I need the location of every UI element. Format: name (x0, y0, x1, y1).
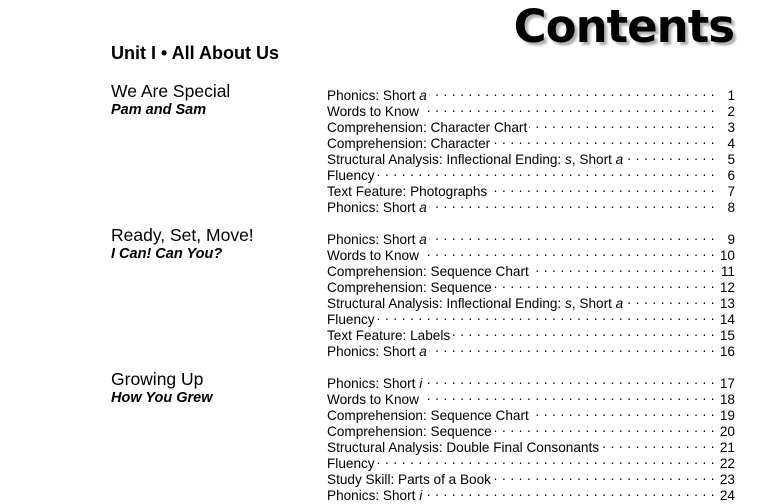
entry-label-text: Words to Know (327, 392, 419, 407)
book-title: How You Grew (111, 390, 213, 406)
toc-entry[interactable] (327, 452, 735, 471)
page-number: 8 (727, 200, 735, 215)
entry-label (327, 248, 419, 264)
dot-leader (494, 420, 715, 436)
entry-label-text: Phonics: Short (327, 200, 420, 215)
book-title: I Can! Can You? (111, 246, 223, 262)
page-number: 10 (719, 248, 735, 263)
page-number: 7 (727, 184, 735, 199)
dot-leader (492, 132, 715, 148)
dot-leader (493, 468, 715, 484)
entry-label (327, 488, 422, 504)
toc-entry[interactable] (327, 324, 735, 343)
dot-leader (429, 84, 715, 100)
page-number: 23 (719, 472, 735, 487)
dot-leader (429, 196, 715, 212)
entry-label-text: Comprehension: Sequence Chart (327, 264, 529, 279)
entry-label-italic: a (419, 232, 427, 247)
entry-label (327, 104, 419, 120)
entry-label-text: Phonics: Short (327, 232, 420, 247)
dot-leader (421, 100, 715, 116)
entry-label-text: Comprehension: Character (327, 136, 491, 151)
toc-entry[interactable] (327, 228, 735, 247)
entry-label-text: Text Feature: Photographs (327, 184, 488, 199)
entry-label-tail: , Short (571, 296, 616, 311)
entry-label (327, 376, 422, 392)
page-number: 22 (719, 456, 735, 471)
toc-entry[interactable] (327, 180, 735, 199)
entry-label-text: Structural Analysis: Inflectional Ending: (327, 296, 566, 311)
page-number: 11 (720, 264, 735, 279)
entry-label (327, 312, 375, 328)
entry-label-italic: a (419, 200, 427, 215)
entry-label-text: Comprehension: Sequence (327, 280, 492, 295)
entry-label (327, 168, 375, 184)
page-number: 13 (719, 296, 735, 311)
entry-label-italic: i (419, 376, 423, 391)
entry-label-text: Fluency (327, 312, 375, 327)
entry-list (327, 84, 735, 215)
entry-label-italic: a (419, 344, 427, 359)
dot-leader (452, 324, 715, 340)
entry-label-text: Words to Know (327, 248, 419, 263)
entry-label (327, 456, 375, 472)
entry-label-italic: a (419, 88, 427, 103)
toc-entry[interactable] (327, 84, 735, 103)
entry-label-italic: s (565, 152, 572, 167)
page-number: 20 (719, 424, 735, 439)
page-number: 19 (719, 408, 735, 423)
dot-leader (531, 260, 715, 276)
entry-label (327, 88, 427, 104)
entry-label-text: Words to Know (327, 104, 419, 119)
entry-list (327, 228, 735, 359)
dot-leader (424, 484, 715, 500)
entry-list (327, 372, 735, 503)
entry-label-text: Structural Analysis: Inflectional Ending: (327, 152, 566, 167)
page-number: 14 (719, 312, 735, 327)
toc-entry[interactable] (327, 468, 735, 487)
story-title: We Are Special (111, 81, 231, 101)
toc-entry[interactable] (327, 164, 735, 183)
page-number: 5 (727, 152, 735, 167)
entry-label-tail: , Short (571, 152, 616, 167)
page-number: 12 (719, 280, 735, 295)
entry-label-text: Text Feature: Labels (327, 328, 451, 343)
dot-leader (625, 148, 715, 164)
dot-leader (489, 180, 715, 196)
dot-leader (531, 404, 715, 420)
entry-label (327, 392, 419, 408)
page-number: 15 (719, 328, 735, 343)
dot-leader (421, 388, 715, 404)
story-title: Ready, Set, Move! (111, 225, 254, 245)
entry-label-text: Phonics: Short (327, 488, 420, 503)
toc-entry[interactable] (327, 372, 735, 391)
entry-label-text: Phonics: Short (327, 376, 420, 391)
entry-label-text: Comprehension: Sequence Chart (327, 408, 529, 423)
entry-label-text: Fluency (327, 456, 375, 471)
dot-leader (429, 340, 715, 356)
story-title: Growing Up (111, 369, 204, 389)
entry-label-text: Comprehension: Sequence (327, 424, 492, 439)
page-number: 21 (719, 440, 735, 455)
entry-label (327, 200, 427, 216)
page-number: 9 (727, 232, 735, 247)
entry-label-italic: a (615, 296, 624, 311)
entry-label-text: Structural Analysis: Double Final Consonants (327, 440, 600, 455)
entry-label (327, 280, 492, 296)
entry-label-text: Phonics: Short (327, 344, 420, 359)
entry-label (327, 344, 427, 360)
entry-label (327, 136, 490, 152)
entry-label-text: Comprehension: Character Chart (327, 120, 528, 135)
entry-label-text: Study Skill: Parts of a Book (327, 472, 491, 487)
entry-label-italic: i (419, 488, 423, 503)
entry-label (327, 232, 427, 248)
page-number: 18 (719, 392, 735, 407)
entry-label-text: Phonics: Short (327, 88, 420, 103)
page-number: 3 (727, 120, 735, 135)
dot-leader (494, 276, 715, 292)
book-title: Pam and Sam (111, 102, 207, 118)
toc-entry[interactable] (327, 308, 735, 327)
dot-leader (421, 244, 715, 260)
dot-leader (625, 292, 715, 308)
page-number: 4 (727, 136, 735, 151)
dot-leader (377, 164, 715, 180)
dot-leader (529, 116, 715, 132)
dot-leader (429, 228, 715, 244)
page-number: 2 (727, 104, 735, 119)
dot-leader (424, 372, 715, 388)
page-number: 17 (719, 376, 735, 391)
dot-leader (377, 308, 715, 324)
entry-label (327, 424, 492, 440)
entry-label-italic: a (615, 152, 624, 167)
entry-label-text: Fluency (327, 168, 375, 183)
unit-title: Unit I • All About Us (111, 43, 279, 63)
page-number: 24 (719, 488, 735, 503)
page-number: 1 (727, 88, 735, 103)
dot-leader (601, 436, 715, 452)
dot-leader (377, 452, 715, 468)
entry-label-italic: s (565, 296, 572, 311)
page-number: 16 (719, 344, 735, 359)
page-number: 6 (727, 168, 735, 183)
page-title: Contents (513, 0, 734, 53)
